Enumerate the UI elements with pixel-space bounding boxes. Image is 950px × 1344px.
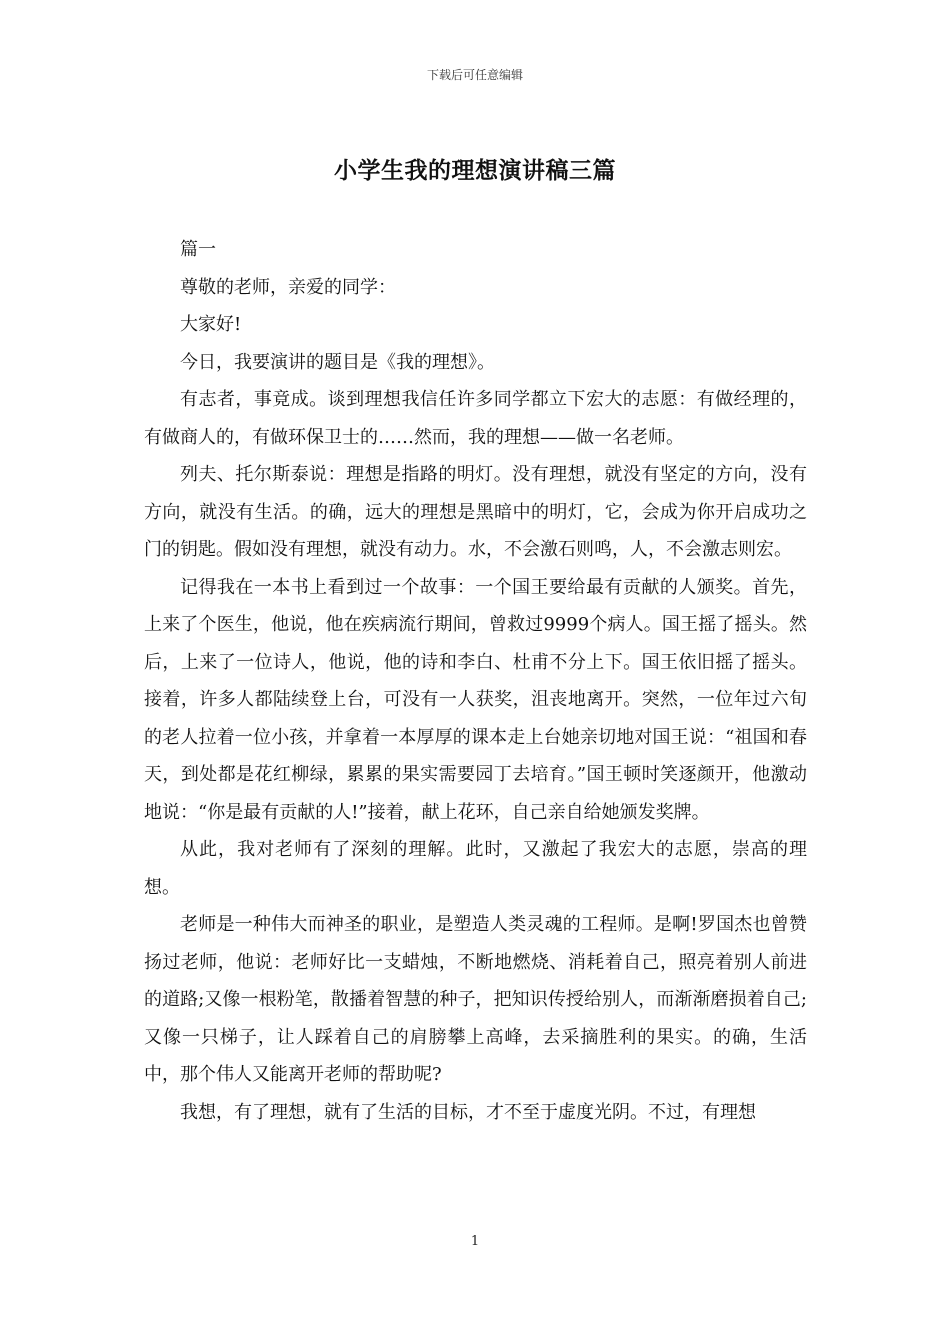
- paragraph: 今日，我要演讲的题目是《我的理想》。: [180, 351, 495, 373]
- paragraph: 我想，有了理想，就有了生活的目标，才不至于虚度光阴。不过，有理想: [180, 1101, 756, 1123]
- document-body: [144, 231, 807, 1131]
- paragraph: 尊敬的老师，亲爱的同学：: [180, 276, 396, 298]
- paragraph: 列夫、托尔斯泰说：理想是指路的明灯。没有理想，就没有坚定的方向，没有方向，就没有生活。的确，远大的理想是黑暗中的明灯，它，会成为你开启成功之门的钥匙。假如没有理想，就没有动力。水，不会激石则鸣，人，不会激志则宏。: [144, 464, 807, 560]
- paragraph: 有志者，事竟成。谈到理想我信任许多同学都立下宏大的志愿：有做经理的，有做商人的，有做环保卫士的……然而，我的理想——做一名老师。: [144, 389, 807, 448]
- document-title: 小学生我的理想演讲稿三篇: [334, 157, 616, 184]
- paragraph: 从此，我对老师有了深刻的理解。此时，又激起了我宏大的志愿，崇高的理想。: [144, 839, 807, 898]
- paragraph: 老师是一种伟大而神圣的职业，是塑造人类灵魂的工程师。是啊!罗国杰也曾赞扬过老师，他说：老师好比一支蜡烛，不断地燃烧、消耗着自己，照亮着别人前进的道路;又像一根粉笔，散播着智慧的种子，把知识传授给别人，而渐渐磨损着自己;又像一只梯子，让人踩着自己的肩膀攀上高峰，去采摘胜利的果实。的确，生活中，那个伟人又能离开老师的帮助呢?: [144, 914, 807, 1085]
- paragraph: 大家好!: [180, 314, 242, 335]
- page-header-note: 下载后可任意编辑: [426, 68, 523, 82]
- paragraph: 记得我在一本书上看到过一个故事：一个国王要给最有贡献的人颁奖。首先，上来了个医生，他说，他在疾病流行期间，曾救过9999个病人。国王摇了摇头。然后，上来了一位诗人，他说，他的诗和李白、杜甫不分上下。国王依旧摇了摇头。接着，许多人都陆续登上台，可没有一人获奖，沮丧地离开。突然，一位年过六旬的老人拉着一位小孩，并拿着一本厚厚的课本走上台她亲切地对国王说：“祖国和春天，到处都是花红柳绿，累累的果实需要园丁去培育。”国王顿时笑逐颜开，他激动地说：“你是最有贡献的人!”接着，献上花环，自己亲自给她颁发奖牌。: [144, 576, 807, 823]
- page-number: 1: [470, 1234, 480, 1249]
- paragraph: 篇一: [180, 239, 216, 260]
